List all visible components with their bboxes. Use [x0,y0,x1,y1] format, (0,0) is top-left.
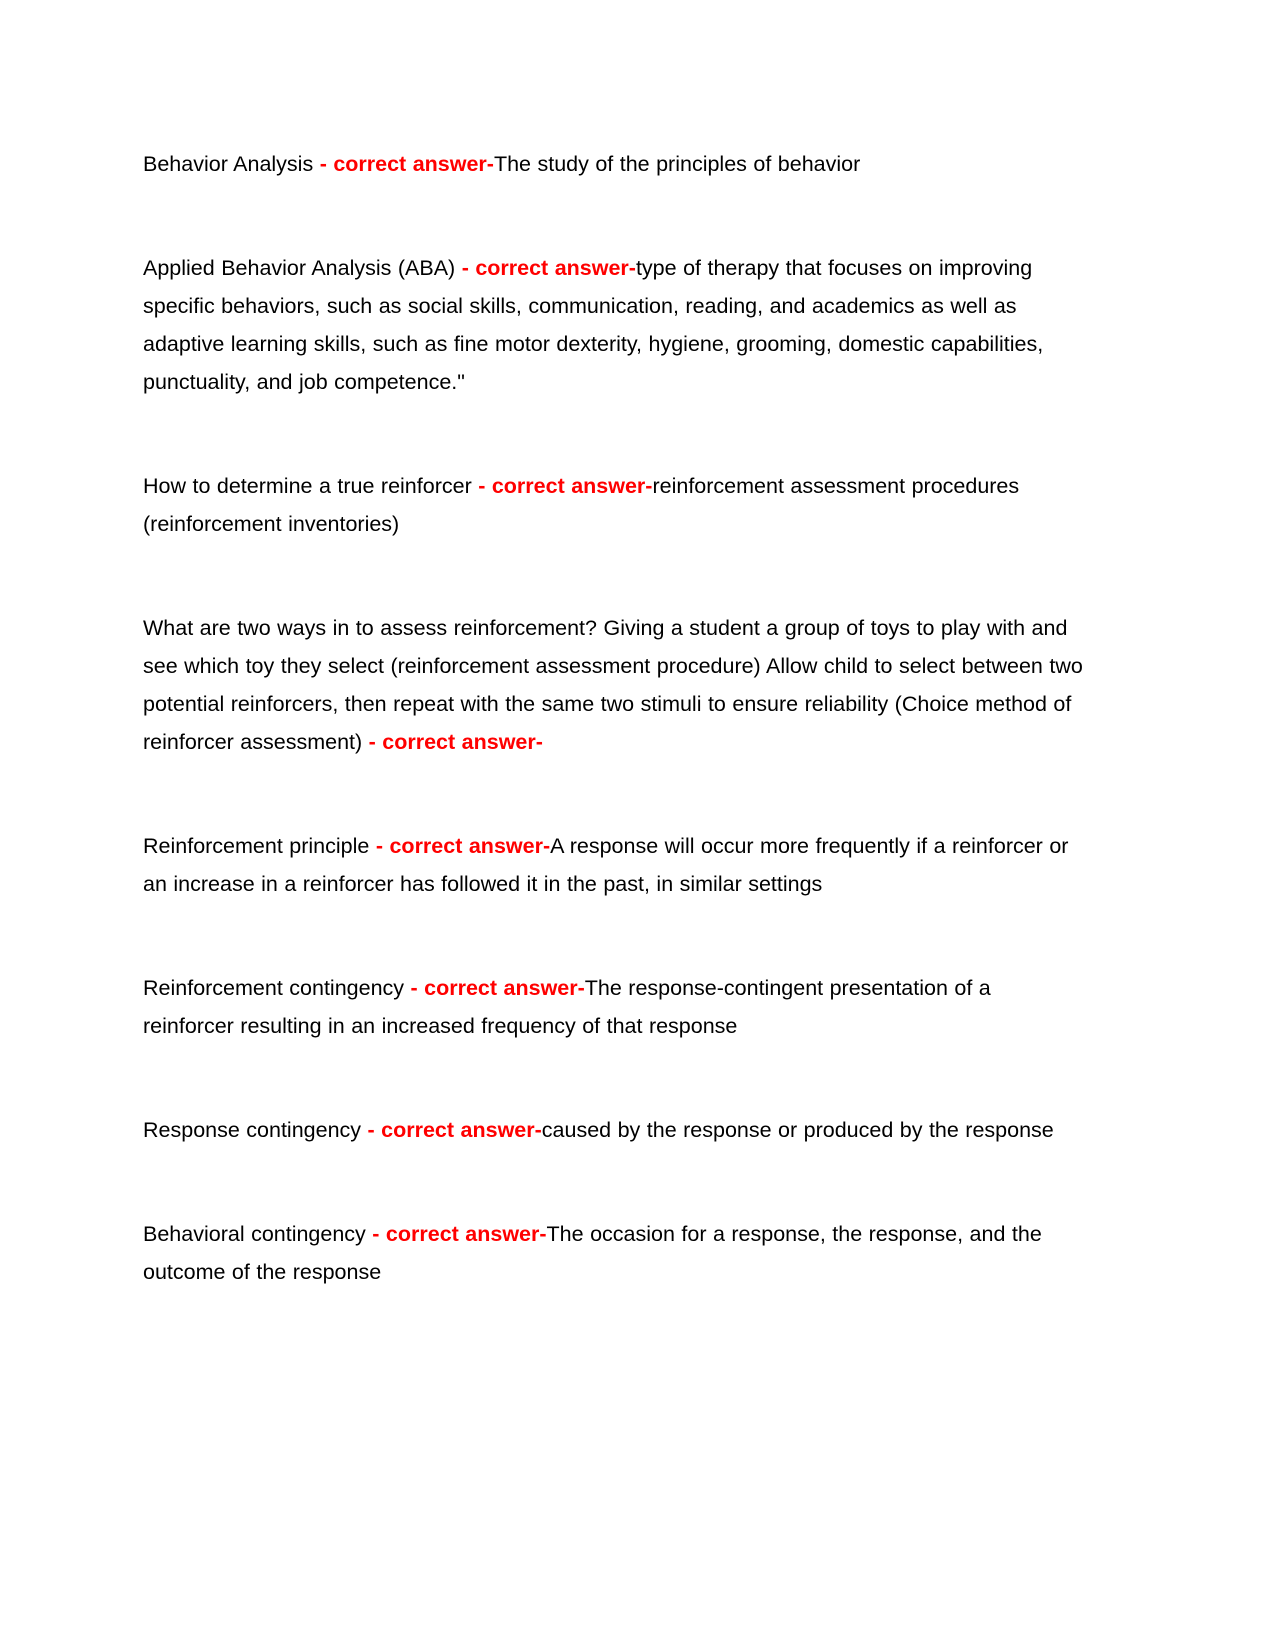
correct-answer-marker: - correct answer- [368,730,543,754]
qa-paragraph [143,145,1083,183]
text-segment: What are two ways in to assess reinforcement? Giving a student a group of toys to play with and see which toy they select (reinforcement assessment procedure) Allow child to select between two potential reinforcers, then repeat with the same two stimuli to ensure reliability (Choice method of reinforcer assessment) [143,616,1083,754]
document-body [143,145,1083,1291]
text-segment: How to determine a true reinforcer [143,474,479,498]
text-segment: reinforcement assessment procedures (reinforcement inventories) [143,474,1020,536]
qa-paragraph [143,969,1083,1045]
text-segment: type of therapy that focuses on improving specific behaviors, such as social skills, communication, reading, and academics as well as adaptive learning skills, such as fine motor dexterity, hygiene, grooming, domestic capabilities, punctuality, and job competence." [143,256,1044,394]
text-segment: The occasion for a response, the response, and the outcome of the response [143,1222,1042,1284]
qa-paragraph [143,467,1083,543]
qa-paragraph [143,827,1083,903]
text-segment: Behavioral contingency [143,1222,373,1246]
qa-paragraph [143,249,1083,401]
text-segment: Behavior Analysis [143,152,320,176]
correct-answer-marker: - correct answer- [319,152,494,176]
correct-answer-marker: - correct answer- [410,976,585,1000]
text-segment: Reinforcement contingency [143,976,411,1000]
correct-answer-marker: - correct answer- [461,256,636,280]
text-segment: The response-contingent presentation of a reinforcer resulting in an increased frequency of that response [143,976,991,1038]
qa-paragraph [143,1111,1083,1149]
correct-answer-marker: - correct answer- [478,474,653,498]
text-segment: Applied Behavior Analysis (ABA) [143,256,462,280]
qa-paragraph [143,609,1083,761]
text-segment: A response will occur more frequently if a reinforcer or an increase in a reinforcer has followed it in the past, in similar settings [143,834,1069,896]
correct-answer-marker: - correct answer- [375,834,551,858]
text-segment: The study of the principles of behavior [493,152,861,176]
correct-answer-marker: - correct answer- [367,1118,542,1142]
text-segment: Response contingency [143,1118,368,1142]
text-segment: Reinforcement principle [143,834,376,858]
text-segment: caused by the response or produced by the response [541,1118,1054,1142]
correct-answer-marker: - correct answer- [372,1222,547,1246]
qa-paragraph [143,1215,1083,1291]
